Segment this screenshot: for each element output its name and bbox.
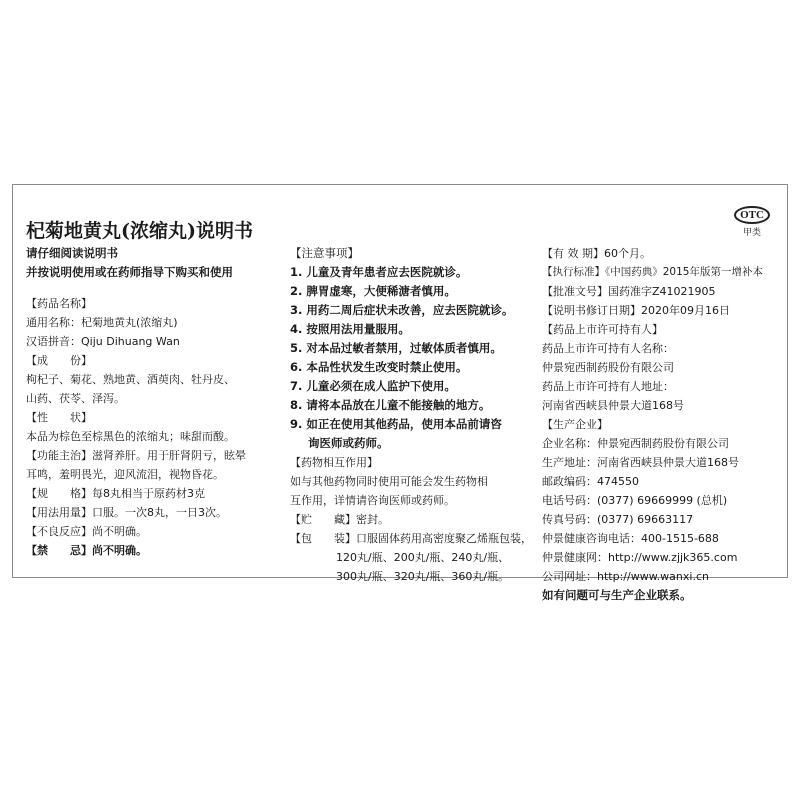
note-6: 6. 本品性状发生改变时禁止使用。 (290, 360, 468, 374)
left-column: 请仔细阅读说明书 并按说明使用或在药师指导下购买和使用 【药品名称】 通用名称：杞菊地黄丸(浓缩丸) 汉语拼音：Qiju Dihuang Wan 【成 份】 枸杞子、菊花、熟地黄、酒萸肉、牡丹皮、 山药、茯苓、泽泻。 【性 状】 本品为棕色至棕黑色的浓缩丸；味甜而酸。 【功能主治】滋肾养肝。用于肝肾阴亏，眩晕 耳鸣，羞明畏光，迎风流泪，视物昏花。 【规 格】每8丸相当于原药材3克 【用法用量】口服。一次8丸，一日3次。 【不良反应】尚不明确。 【禁 忌】尚不明确。 (26, 244, 288, 560)
indications-line-1: 滋肾养肝。用于肝肾阴亏，眩晕 (92, 449, 246, 462)
indications-label: 功能主治 (37, 449, 81, 462)
maker-header: 生产企业 (553, 418, 597, 431)
holder-name-label: 药品上市许可持有人名称： (542, 342, 674, 355)
note-4: 4. 按照用法用量服用。 (290, 322, 410, 336)
note-8: 8. 请将本品放在儿童不能接触的地方。 (290, 398, 491, 412)
indications-line-2: 耳鸣，羞明畏光，迎风流泪，视物昏花。 (26, 468, 224, 481)
package-line-3: 300丸/瓶、320丸/瓶、360丸/瓶。 (336, 570, 510, 583)
maker-fax: 传真号码：(0377) 69663117 (542, 513, 694, 526)
validity-label: 有 效 期 (553, 247, 593, 260)
intro-line-2: 并按说明使用或在药师指导下购买和使用 (26, 265, 233, 279)
notes-header: 注意事项 (301, 246, 348, 260)
holder-name: 仲景宛西制药股份有限公司 (542, 361, 674, 374)
maker-health-site: 仲景健康网：http://www.zjjk365.com (542, 551, 738, 564)
interaction-line-1: 如与其他药物同时使用可能会发生药物相 (290, 475, 488, 488)
revision-text: 2020年09月16日 (641, 304, 730, 317)
contra-label: 禁 忌 (37, 544, 81, 557)
note-1: 1. 儿童及青年患者应去医院就诊。 (290, 265, 468, 279)
maker-hotline: 仲景健康咨询电话：400-1515-688 (542, 532, 719, 545)
standard-text: 《中国药典》2015年版第一增补本 (605, 266, 763, 278)
intro-line-1: 请仔细阅读说明书 (26, 246, 118, 260)
storage-label: 贮 藏 (301, 513, 345, 526)
appearance-text: 本品为棕色至棕黑色的浓缩丸；味甜而酸。 (26, 430, 235, 443)
spec-text: 每8丸相当于原药材3克 (92, 487, 205, 500)
holder-addr: 河南省西峡县仲景大道168号 (542, 399, 684, 412)
usage-label: 用法用量 (37, 506, 81, 519)
spec-label: 规 格 (37, 487, 81, 500)
interaction-line-2: 互作用，详情请咨询医师或药师。 (290, 494, 455, 507)
otc-mark: OTC (734, 206, 770, 224)
package-line-1: 口服固体药用高密度聚乙烯瓶包装， (356, 532, 532, 545)
interaction-header: 药物相互作用 (301, 456, 367, 469)
note-2: 2. 脾胃虚寒，大便稀溏者慎用。 (290, 284, 456, 298)
holder-addr-label: 药品上市许可持有人地址： (542, 380, 674, 393)
holder-header: 药品上市许可持有人 (553, 323, 652, 336)
standard-label: 执行标准 (552, 266, 595, 278)
right-column: 【有 效 期】60个月。 【执行标准】《中国药典》2015年版第一增补本 【批准文号】国药准字Z41021905 【说明书修订日期】2020年09月16日 【药品上市许可持有人】 药品上市许可持有人名称： 仲景宛西制药股份有限公司 药品上市许可持有人地址： 河南省西峡县仲景大道168号 【生产企业】 企业名称：仲景宛西制药股份有限公司 生产地址：河南省西峡县仲景大道168号 邮政编码：474550 电话号码：(0377) 69669999 (总机) 传真号码：(0377) 69663117 仲景健康咨询电话：400-1515-688 仲景健康网：http://www.zjjk365.com 公司网址：http://www.wanxi.cn 如有问题可与生产企业联系。 (542, 244, 782, 605)
approval-text: 国药准字Z41021905 (608, 285, 716, 298)
usage-text: 口服。一次8丸，一日3次。 (92, 506, 227, 519)
package-line-2: 120丸/瓶、200丸/瓶、240丸/瓶、 (336, 551, 510, 564)
note-3: 3. 用药二周后症状未改善，应去医院就诊。 (290, 303, 514, 317)
note-5: 5. 对本品过敏者禁用，过敏体质者慎用。 (290, 341, 502, 355)
adverse-text: 尚不明确。 (92, 525, 147, 538)
ingredients-line-1: 枸杞子、菊花、熟地黄、酒萸肉、牡丹皮、 (26, 373, 235, 386)
validity-text: 60个月。 (604, 247, 651, 260)
common-name: 通用名称：杞菊地黄丸(浓缩丸) (26, 316, 178, 329)
maker-address: 生产地址：河南省西峡县仲景大道168号 (542, 456, 739, 469)
drug-name-header: 药品名称 (37, 297, 81, 310)
note-7: 7. 儿童必须在成人监护下使用。 (290, 379, 456, 393)
ingredients-header: 成 份 (37, 354, 81, 367)
package-label: 包 装 (301, 532, 345, 545)
document-title: 杞菊地黄丸(浓缩丸)说明书 (26, 220, 253, 242)
maker-phone: 电话号码：(0377) 69669999 (总机) (542, 494, 728, 507)
otc-badge (732, 206, 772, 238)
maker-website: 公司网址：http://www.wanxi.cn (542, 570, 709, 583)
appearance-header: 性 状 (37, 411, 81, 424)
middle-column: 【注意事项】 1. 儿童及青年患者应去医院就诊。 2. 脾胃虚寒，大便稀溏者慎用。 3. 用药二周后症状未改善，应去医院就诊。 4. 按照用法用量服用。 5. 对本品过敏者禁用，过敏体质者慎用。 6. 本品性状发生改变时禁止使用。 7. 儿童必须在成人监护下使用。 8. 请将本品放在儿童不能接触的地方。 9. 如正在使用其他药品，使用本品前请咨 询医师或药师。 【药物相互作用】 如与其他药物同时使用可能会发生药物相 互作用，详情请咨询医师或药师。 【贮 藏】密封。 【包 装】口服固体药用高密度聚乙烯瓶包装， 120丸/瓶、200丸/瓶、240丸/瓶、 300丸/瓶、320丸/瓶、360丸/瓶。 (290, 244, 530, 586)
maker-name: 企业名称：仲景宛西制药股份有限公司 (542, 437, 729, 450)
ingredients-line-2: 山药、茯苓、泽泻。 (26, 392, 125, 405)
note-9-cont: 询医师或药师。 (308, 436, 389, 450)
note-9: 9. 如正在使用其他药品，使用本品前请咨 (290, 417, 502, 431)
maker-postcode: 邮政编码：474550 (542, 475, 639, 488)
approval-label: 批准文号 (553, 285, 597, 298)
adverse-label: 不良反应 (37, 525, 81, 538)
storage-text: 密封。 (356, 513, 389, 526)
pinyin-name: 汉语拼音：Qiju Dihuang Wan (26, 335, 180, 348)
closing-note: 如有问题可与生产企业联系。 (542, 588, 692, 602)
revision-label: 说明书修订日期 (553, 304, 630, 317)
contra-text: 尚不明确。 (92, 544, 147, 557)
otc-class: 甲类 (742, 228, 761, 238)
